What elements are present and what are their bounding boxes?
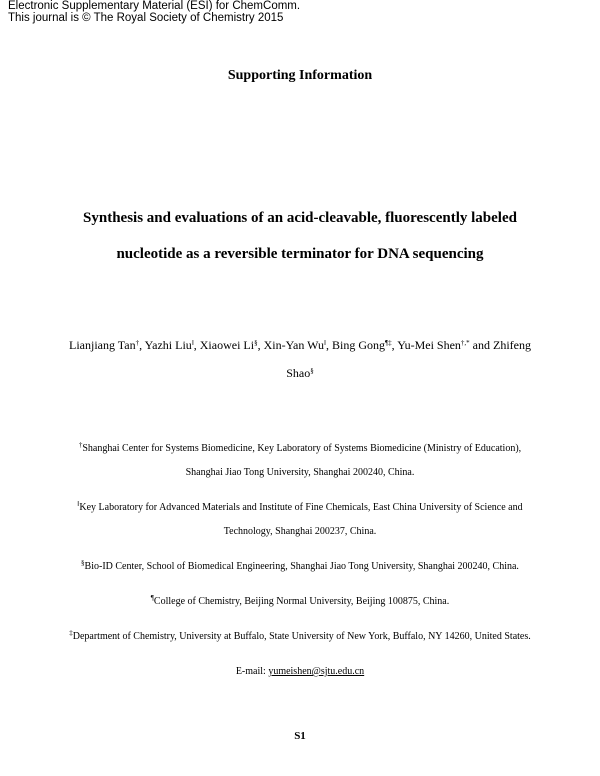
affiliation-1 [0, 443, 600, 454]
affiliation-mark: ‖ [77, 500, 80, 508]
affiliation-2-continued: Technology, Shanghai 200237, China. [223, 526, 377, 537]
author-affiliation-mark: § [254, 339, 258, 347]
affiliation-4 [0, 596, 600, 607]
affiliation-3 [0, 561, 600, 572]
affiliation-mark: ‡ [69, 629, 73, 637]
paper-title-line-1: Synthesis and evaluations of an acid-cleavable, fluorescently labeled [83, 210, 517, 226]
affiliation-text: Department of Chemistry, University at Buffalo, State University of New York, Buffalo, NY 14260, United States. [72, 631, 531, 642]
affiliation-mark: † [78, 441, 83, 449]
affiliation-mark: ¶ [150, 594, 154, 602]
author-name-first-part: Zhifeng [492, 338, 531, 352]
affiliation-text: Bio-ID Center, School of Biomedical Engineering, Shanghai Jiao Tong University, Shanghai 200240, China. [84, 561, 519, 572]
paper-title-line-2: nucleotide as a reversible terminator for DNA sequencing [116, 246, 484, 262]
supporting-information-heading: Supporting Information [227, 68, 373, 83]
affiliation-mark: § [81, 559, 85, 567]
author-affiliation-mark: § [310, 367, 314, 375]
author-name: Yazhi Liu [144, 338, 192, 352]
author-name: Xiaowei Li [199, 338, 255, 352]
author-affiliation-mark: † [135, 339, 140, 347]
author-list-continued [0, 366, 600, 381]
author-name: Yu-Mei Shen [397, 338, 461, 352]
journal-copyright-line: This journal is © The Royal Society of Chemistry 2015 [8, 12, 284, 24]
affiliation-text: Key Laboratory for Advanced Materials and Institute of Fine Chemicals, East China University of Science and [79, 502, 523, 513]
affiliation-text: College of Chemistry, Beijing Normal University, Beijing 100875, China. [153, 596, 450, 607]
author-affiliation-mark: ¶‡ [385, 339, 392, 347]
email-link[interactable]: yumeishen@sjtu.edu.cn [268, 666, 365, 677]
author-affiliation-mark: †,* [460, 339, 470, 347]
affiliation-1-continued: Shanghai Jiao Tong University, Shanghai 200240, China. [185, 467, 415, 478]
author-affiliation-mark: ‖ [324, 339, 326, 347]
email-label: E-mail: [235, 666, 266, 677]
page-number: S1 [294, 730, 306, 742]
author-list: Lianjiang Tan†, Yazhi Liu‖, Xiaowei Li§, Xin-Yan Wu‖, Bing Gong¶‡, Yu-Mei Shen†,* and Zhifeng [69, 338, 531, 352]
author-affiliation-mark: ‖ [191, 339, 194, 347]
affiliation-5 [0, 631, 600, 642]
contact-email [0, 666, 600, 677]
author-name: Xin-Yan Wu [263, 338, 325, 352]
author-name: Bing Gong [331, 338, 385, 352]
affiliation-2 [0, 502, 600, 513]
author-name: Lianjiang Tan [69, 338, 136, 352]
esi-header-line: Electronic Supplementary Material (ESI) for ChemComm. [8, 0, 301, 12]
affiliation-text: Shanghai Center for Systems Biomedicine, Key Laboratory of Systems Biomedicine (Ministry of Education), [82, 443, 522, 454]
author-name-last-part: Shao [286, 366, 311, 380]
